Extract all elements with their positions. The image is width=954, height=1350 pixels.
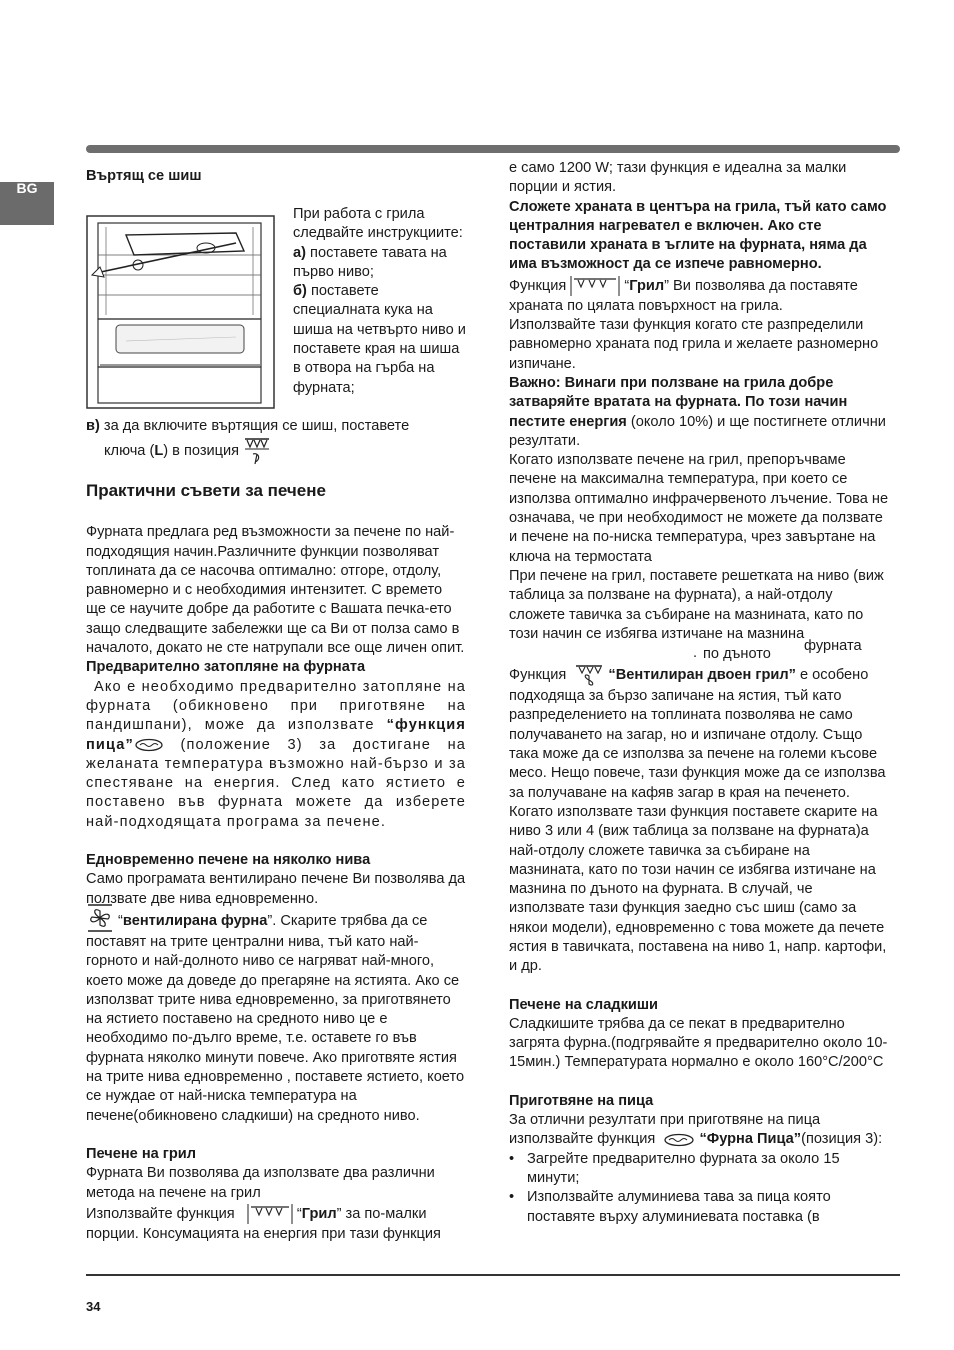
multi-heading: Едновременно печене на няколко нива [86,852,371,869]
fan-oven-icon [86,903,114,933]
footer-rule [86,1274,900,1276]
step-a: а) поставете тавата на първо ниво; [293,244,447,280]
pizza-heading: Приготвяне на пица [509,1092,654,1109]
grill-rack-tail: . по дъното фурната [693,638,862,663]
header-rule [86,145,900,153]
pizza-function-icon [134,738,164,752]
grill-rotisserie-icon [243,436,271,466]
fan-grill-icon [574,663,604,687]
step-c: в) за да включите въртящия се шиш, поставете [86,418,410,434]
grill-text-2: Използвайте функция “Грил” за по-малки порции. Консумацията на енергия при тази функция [86,1203,466,1244]
cake-text: Сладкишите трябва да се пекат в предварително загрята фурна.(подгрявайте я предварително около 10-15мин.) Температурата нормално е около 160°С/200°С [509,1015,888,1071]
cake-heading: Печене на сладкиши [509,996,658,1013]
fan-grill-usage: Когато използвате тази функция поставете скарите на ниво 3 или 4 (виж таблица за ползване на фурната)а най-отдолу сложете тавичка за събиране на мазнината, като по този начин се избягва изтичане на мазнина по дъното на фурната. В случай, че използвате тази функция заедно със шиш (само за някои модели), едновременно с това можете да печете ястия в тавичката, поставена на ниво 1, напр. картофи, и др. [509,803,887,975]
double-grill-icon [570,275,620,297]
right-column [509,159,889,1227]
grill-intro: При работа с грила следвайте инструкциите: [293,206,463,242]
multi-text-2: “вентилирана фурна”. Скарите трябва да се поставят на трите централни нива, тъй като най-горното и най-долното ниво се нагряват най-много, което може да доведе до прегаряне на ястията. Ако се използват трите нива едновременно, за приготвянето на ястието поставено на средното ниво це е необходимо по-дълго време, т.е. оставете го във фурната няколко минути повече. Ако приготвяте ястия на трите нива едновременно , поставете ястието, което се нуждае от най-ниска температура на печене(обикновено сладкиши) на средното ниво. [86,909,466,1126]
grill-instructions [293,205,468,398]
tips-intro: Фурната предлага ред възможности за печене по най-подходящия начин.Различните функции позволяват топлината да се насочва оптимално: отгоре, отдолу, равномерно и с необходимия интензитет. С времето ще се научите добре да работите с Вашата печка-ето защо следващите забележки ще са Ви от полза само в началото, докато не сте натрупали все още личен опит. [86,524,465,657]
step-b: б) поставете специалната кука на шиша на четвърто ниво и поставете края на шиша в отвора на гърба на фурната; [293,283,466,396]
grill-usage: Когато използвате печене на грил, препоръчваме печене на максимална температура, при което се използва оптимално инфрачервеното лъчение. Това не означава, че при необходимост не можете да ползвате и печене на по-ниска температура, чрез завъртане на ключа на термостата [509,452,889,565]
page-number: 34 [86,1299,101,1314]
rotisserie-heading: Въртящ се шиш [86,168,202,184]
grill-heading: Печене на грил [86,1145,197,1162]
grill-full-function: Функция “Грил” Ви позволява да поставяте храната по цялата повърхност на грила. [509,275,889,316]
oven-rotisserie-illustration [86,215,276,410]
pizza-bullet-2: • Използвайте алуминиева тава за пица която поставяте върху алуминиевата поставка (в [509,1188,889,1227]
left-column-main [86,417,466,1244]
grill-rack: При печене на грил, поставете решетката на ниво (виж таблица за ползване на фурната), а най-отдолу сложете тавичка за събиране на мазнината, като по този начин се избягва изтичане на мазнина [509,567,884,642]
preheat-heading: Предварително затопляне на фурната [86,659,366,676]
multi-text-1: Само програмата вентилирано печене Ви позволява да ползвате две нива едновременно. [86,871,466,907]
preheat-text: Ако е необходимо предварително затопляне на фурната (обикновено при приготвяне на пандишпани), може да използвате “функция пица” (положение 3) за достигане на желаната температура възможно най-бързо и за спестяване на енергия. След като ястието е поставено във фурната можете да изберете най-подходящата програма за печене. [86,678,466,830]
pizza-oven-icon [663,1133,695,1147]
grill-text-1: Фурната Ви позволява да използвате два различни метода на печене на грил [86,1165,435,1201]
grill-full-desc: Използвайте тази функция когато сте разпределили равномерно храната под грила и желаете разномерно изпичане. [509,317,879,372]
left-column [86,167,466,186]
grill-consumption: е само 1200 W; тази функция е идеална за малки порции и ястия. [509,160,847,196]
important-note: Важно: Винаги при ползване на грила добре затваряйте вратата на фурната. По този начин пестите енергия (около 10%) и ще постигнете отлични резултати. [509,374,886,449]
fan-grill-text: Функция “Вентилиран двоен грил” е особено подходяща за бързо запичане на ястия, тъй като разпределението на топлината позволява не само получаването на загар, но и изпичане отдолу. Също така може да се използва за печене на големи късове месо. Нещо повече, тази функция може да се използва за получаване на кафяв загар в края на печенето. [509,663,889,803]
step-c-key: ключа (L) в позиция [86,436,466,466]
pizza-text-1: За отлични резултати при приготвяне на пица [509,1112,821,1129]
center-food-note: Сложете храната в центъра на грила, тъй като само централния нагревател е включен. Ако сте поставили храната в ъглите на фурната, няма да има възможност да се изпече равномерно. [509,198,887,273]
grill-icon [247,1203,293,1225]
pizza-bullet-1: • Загрейте предварително фурната за около 15 минути; [509,1150,889,1189]
language-tab: BG [0,182,54,225]
pizza-text-2: използвайте функция “Фурна Пица”(позиция 3): [509,1131,883,1148]
tips-title: Практични съвети за печене [86,481,326,501]
